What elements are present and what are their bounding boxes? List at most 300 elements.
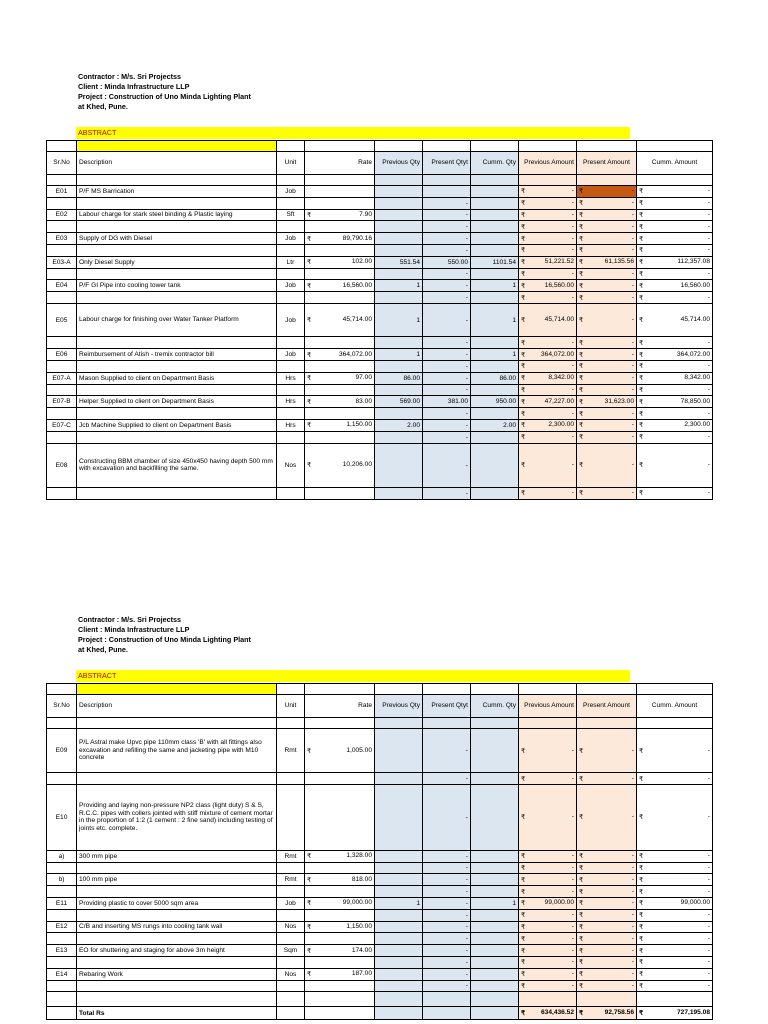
cumm-qty	[471, 419, 519, 431]
present-amount	[577, 349, 637, 361]
previous-amount-value: -	[571, 222, 574, 230]
present-qty-value: -	[465, 211, 468, 219]
unit	[277, 372, 305, 384]
rupee-symbol: ₹	[521, 912, 526, 920]
description	[77, 408, 277, 420]
description	[77, 396, 277, 408]
description	[77, 349, 277, 361]
sr-no	[47, 197, 77, 209]
present-qty	[423, 968, 471, 980]
present-qty-value: -	[465, 410, 468, 418]
spacer-cell	[423, 992, 471, 1007]
sr-no	[47, 233, 77, 245]
previous-qty	[375, 408, 423, 420]
previous-amount	[519, 945, 577, 957]
previous-qty	[375, 337, 423, 349]
cumm-qty-value: 1	[512, 351, 516, 359]
present-amount-value: -	[631, 911, 634, 919]
sr-no-value: E06	[55, 351, 68, 359]
previous-amount-value: -	[571, 362, 574, 370]
description	[77, 280, 277, 292]
previous-amount	[519, 886, 577, 898]
present-qty-value: -	[465, 282, 468, 290]
sr-no	[47, 303, 77, 336]
present-qty	[423, 897, 471, 909]
present-qty-value: -	[465, 386, 468, 394]
table-row	[47, 408, 713, 420]
sr-no	[47, 349, 77, 361]
cumm-amount-value: -	[707, 746, 710, 754]
sr-no-value: E03	[55, 235, 68, 243]
previous-qty	[375, 921, 423, 933]
present-qty	[423, 933, 471, 945]
cumm-qty	[471, 396, 519, 408]
previous-qty	[375, 209, 423, 221]
present-amount	[577, 431, 637, 443]
spacer-cell	[519, 992, 577, 1007]
present-amount-value: -	[631, 374, 634, 382]
present-amount	[577, 909, 637, 921]
unit-value: Hrs	[285, 421, 296, 429]
present-amount-value: -	[631, 461, 634, 469]
present-qty	[423, 221, 471, 233]
previous-qty-value: 1	[416, 899, 420, 907]
unit	[277, 773, 305, 785]
present-amount-value: -	[631, 210, 634, 218]
column-header: Description	[77, 152, 277, 175]
unit	[277, 268, 305, 280]
total-cell	[305, 1007, 375, 1020]
rate	[305, 921, 375, 933]
rupee-symbol: ₹	[579, 434, 584, 442]
description	[77, 337, 277, 349]
previous-qty-value: 551.54	[399, 258, 420, 266]
table-row	[47, 933, 713, 945]
description	[77, 784, 277, 850]
column-header: Unit	[277, 152, 305, 175]
rupee-symbol: ₹	[579, 982, 584, 990]
present-amount-value: -	[631, 934, 634, 942]
rupee-symbol: ₹	[639, 434, 644, 442]
unit	[277, 384, 305, 396]
present-qty-value: -	[465, 223, 468, 231]
previous-amount	[519, 980, 577, 992]
cumm-qty	[471, 268, 519, 280]
rupee-symbol: ₹	[639, 410, 644, 418]
description	[77, 209, 277, 221]
cumm-qty	[471, 256, 519, 268]
cumm-amount	[637, 268, 713, 280]
cumm-qty-value: 86.00	[499, 374, 516, 382]
description	[77, 945, 277, 957]
description-value: 100 mm pipe	[79, 876, 118, 884]
spacer-cell	[519, 718, 577, 729]
present-qty	[423, 292, 471, 304]
rupee-symbol: ₹	[639, 923, 644, 931]
previous-amount-value: 45,714.00	[544, 316, 574, 324]
cumm-amount-value: -	[707, 187, 710, 195]
spacer-cell	[305, 992, 375, 1007]
cumm-amount	[637, 396, 713, 408]
description	[77, 303, 277, 336]
rate-value: 10,206.00	[342, 461, 372, 469]
cumm-qty	[471, 408, 519, 420]
unit	[277, 956, 305, 968]
rate	[305, 233, 375, 245]
description	[77, 443, 277, 487]
present-qty	[423, 874, 471, 886]
rate-value: 99,000.00	[342, 899, 372, 907]
rate-value: 83.00	[355, 397, 372, 405]
sr-no-value: b)	[58, 876, 65, 884]
cumm-qty	[471, 784, 519, 850]
present-qty	[423, 419, 471, 431]
cumm-amount-value: 99,000.00	[680, 899, 710, 907]
description	[77, 850, 277, 862]
blank-cell	[471, 684, 519, 695]
present-amount	[577, 337, 637, 349]
rupee-symbol: ₹	[521, 200, 526, 208]
table-row	[47, 292, 713, 304]
spacer-cell	[637, 175, 713, 186]
rate	[305, 729, 375, 773]
unit	[277, 921, 305, 933]
previous-amount-value: -	[571, 246, 574, 254]
cumm-amount-value: 112,357.08	[677, 258, 710, 266]
rupee-symbol: ₹	[307, 211, 312, 219]
present-amount	[577, 850, 637, 862]
unit	[277, 784, 305, 850]
present-amount	[577, 419, 637, 431]
table-row	[47, 360, 713, 372]
previous-amount	[519, 396, 577, 408]
description-value: P/F MS Barrication	[79, 187, 135, 195]
rate	[305, 897, 375, 909]
cumm-amount-value: -	[707, 958, 710, 966]
sr-no	[47, 372, 77, 384]
present-qty	[423, 850, 471, 862]
cumm-amount-value: -	[707, 813, 710, 821]
previous-amount	[519, 956, 577, 968]
unit	[277, 897, 305, 909]
present-amount	[577, 784, 637, 850]
rate	[305, 909, 375, 921]
cumm-amount	[637, 443, 713, 487]
column-header: Rate	[305, 695, 375, 718]
cumm-amount	[637, 186, 713, 198]
rupee-symbol: ₹	[521, 982, 526, 990]
cumm-amount	[637, 862, 713, 874]
rate	[305, 197, 375, 209]
previous-qty	[375, 292, 423, 304]
cumm-amount-value: -	[707, 934, 710, 942]
column-header: Present Qtyt	[423, 152, 471, 175]
spacer-cell	[519, 175, 577, 186]
blank-cell	[305, 684, 375, 695]
present-qty-value: -	[465, 923, 468, 931]
rupee-symbol: ₹	[521, 434, 526, 442]
cumm-amount	[637, 280, 713, 292]
header-block	[78, 72, 251, 112]
column-header: Rate	[305, 152, 375, 175]
cumm-amount	[637, 487, 713, 499]
cumm-amount-value: 16,560.00	[680, 281, 710, 289]
description	[77, 384, 277, 396]
unit-value: Rmt	[284, 876, 297, 884]
previous-amount	[519, 186, 577, 198]
project-line: Project : Construction of Uno Minda Lighting Plant	[78, 92, 251, 101]
present-amount-value: -	[631, 958, 634, 966]
previous-amount	[519, 256, 577, 268]
previous-qty	[375, 280, 423, 292]
description	[77, 886, 277, 898]
sr-no-value: E08	[55, 461, 68, 469]
cumm-amount-value: -	[707, 887, 710, 895]
present-qty-value: -	[465, 294, 468, 302]
previous-amount-value: -	[571, 922, 574, 930]
column-header: Description	[77, 695, 277, 718]
rupee-symbol: ₹	[579, 375, 584, 383]
unit-value: Ltr	[286, 258, 295, 266]
previous-amount	[519, 897, 577, 909]
present-amount	[577, 897, 637, 909]
description-value: Only Diesel Supply	[79, 258, 135, 266]
cumm-amount	[637, 729, 713, 773]
cumm-qty	[471, 303, 519, 336]
unit-value: Job	[285, 316, 296, 324]
rate	[305, 874, 375, 886]
rate-value: 45,714.00	[342, 316, 372, 324]
previous-qty-value: 86.00	[403, 374, 420, 382]
cumm-amount-value: -	[707, 922, 710, 930]
present-qty	[423, 233, 471, 245]
rupee-symbol: ₹	[639, 339, 644, 347]
description-value: Helper Supplied to client on Department Basis	[79, 398, 214, 406]
description	[77, 233, 277, 245]
column-header: Previous Amount	[519, 152, 577, 175]
present-qty	[423, 487, 471, 499]
unit	[277, 186, 305, 198]
rate-value: 174.00	[351, 946, 372, 954]
present-qty-value: -	[465, 864, 468, 872]
column-header: Cumm. Amount	[637, 695, 713, 718]
rupee-symbol: ₹	[639, 959, 644, 967]
cumm-amount	[637, 221, 713, 233]
present-qty	[423, 443, 471, 487]
present-qty	[423, 921, 471, 933]
blank-cell	[47, 141, 77, 152]
previous-qty	[375, 784, 423, 850]
cumm-amount-value: -	[707, 774, 710, 782]
present-amount-value: -	[631, 852, 634, 860]
previous-qty	[375, 909, 423, 921]
unit	[277, 256, 305, 268]
cumm-amount	[637, 408, 713, 420]
table-row	[47, 980, 713, 992]
cumm-amount	[637, 209, 713, 221]
spacer-cell	[47, 175, 77, 186]
rupee-symbol: ₹	[307, 235, 312, 243]
previous-amount	[519, 349, 577, 361]
rate	[305, 419, 375, 431]
total-cell	[519, 1007, 577, 1020]
present-amount-value: -	[631, 234, 634, 242]
sr-no-value: E01	[55, 187, 68, 195]
rate	[305, 443, 375, 487]
previous-qty	[375, 268, 423, 280]
previous-amount	[519, 968, 577, 980]
present-amount-value: -	[631, 813, 634, 821]
present-amount-value: -	[631, 385, 634, 393]
total-cell	[375, 1007, 423, 1020]
table-row	[47, 337, 713, 349]
previous-qty	[375, 244, 423, 256]
present-qty	[423, 784, 471, 850]
cumm-qty	[471, 360, 519, 372]
present-amount-value: -	[631, 922, 634, 930]
rupee-symbol: ₹	[307, 422, 312, 430]
rupee-symbol: ₹	[579, 1010, 584, 1018]
rupee-symbol: ₹	[521, 235, 526, 243]
blank-cell	[423, 684, 471, 695]
blank-cell	[77, 684, 277, 695]
unit-value: Hrs	[285, 374, 296, 382]
rupee-symbol: ₹	[579, 462, 584, 470]
table-row	[47, 244, 713, 256]
previous-amount-value: 99,000.00	[544, 899, 574, 907]
present-qty-value: -	[465, 421, 468, 429]
table-row	[47, 384, 713, 396]
previous-amount-value: -	[571, 911, 574, 919]
rupee-symbol: ₹	[579, 235, 584, 243]
spacer-cell	[637, 718, 713, 729]
rate	[305, 280, 375, 292]
description-value: C/B and inserting MS rungs into cooling tank wall	[79, 923, 223, 931]
present-qty	[423, 384, 471, 396]
table-row	[47, 209, 713, 221]
rupee-symbol: ₹	[639, 876, 644, 884]
table-row	[47, 886, 713, 898]
abstract-table-1	[46, 140, 713, 500]
table-row	[47, 945, 713, 957]
blank-cell	[577, 141, 637, 152]
description-value: Supply of DG with Diesel	[79, 235, 152, 243]
description	[77, 909, 277, 921]
present-amount-value: -	[631, 246, 634, 254]
rupee-symbol: ₹	[521, 282, 526, 290]
rupee-symbol: ₹	[579, 876, 584, 884]
rupee-symbol: ₹	[521, 363, 526, 371]
blank-cell	[637, 684, 713, 695]
present-qty-value: -	[465, 461, 468, 469]
cumm-amount	[637, 337, 713, 349]
previous-qty	[375, 233, 423, 245]
cumm-amount-value: -	[707, 269, 710, 277]
rupee-symbol: ₹	[579, 853, 584, 861]
rupee-symbol: ₹	[521, 971, 526, 979]
unit	[277, 337, 305, 349]
description-value: Reimbursement of Atish - tremix contractor bill	[79, 351, 214, 359]
present-qty	[423, 773, 471, 785]
description	[77, 862, 277, 874]
cumm-qty	[471, 384, 519, 396]
description	[77, 956, 277, 968]
rupee-symbol: ₹	[521, 351, 526, 359]
rupee-symbol: ₹	[639, 490, 644, 498]
unit-value: Job	[285, 282, 296, 290]
sr-no-value: E09	[55, 747, 68, 755]
cumm-amount	[637, 945, 713, 957]
previous-qty-value: 2.00	[407, 421, 420, 429]
unit	[277, 968, 305, 980]
present-amount-value: -	[631, 222, 634, 230]
description-value: P/L Astral make Upvc pipe 110mm class 'B' with all fittings also excavation and refilling the same and jacketing pipe with M10 concrete	[79, 739, 262, 762]
rupee-symbol: ₹	[639, 188, 644, 196]
cumm-qty	[471, 349, 519, 361]
present-qty	[423, 408, 471, 420]
unit	[277, 396, 305, 408]
previous-amount	[519, 221, 577, 233]
description-value: Providing plastic to cover 5000 sqm area	[79, 899, 199, 907]
present-qty-value: 550.00	[447, 258, 468, 266]
description-value: Jcb Machine Supplied to client on Department Basis	[79, 421, 232, 429]
cumm-amount	[637, 292, 713, 304]
present-amount-value: -	[631, 421, 634, 429]
cumm-qty	[471, 186, 519, 198]
present-amount	[577, 980, 637, 992]
previous-amount-value: -	[571, 210, 574, 218]
rupee-symbol: ₹	[579, 351, 584, 359]
present-qty-value: -	[465, 747, 468, 755]
sr-no-value: E07-C	[52, 421, 71, 429]
rupee-symbol: ₹	[639, 462, 644, 470]
table-row	[47, 773, 713, 785]
previous-qty	[375, 186, 423, 198]
abstract-table-2	[46, 683, 713, 1020]
description	[77, 773, 277, 785]
previous-amount	[519, 784, 577, 850]
previous-amount	[519, 933, 577, 945]
sr-no	[47, 280, 77, 292]
previous-qty	[375, 360, 423, 372]
present-qty-value: -	[465, 888, 468, 896]
table-row	[47, 396, 713, 408]
description	[77, 244, 277, 256]
rupee-symbol: ₹	[521, 247, 526, 255]
rupee-symbol: ₹	[579, 864, 584, 872]
unit-value: Rmt	[284, 852, 297, 860]
previous-amount-value: -	[571, 234, 574, 242]
column-header: Sr.No	[47, 152, 77, 175]
previous-amount	[519, 487, 577, 499]
present-qty	[423, 280, 471, 292]
sr-no	[47, 443, 77, 487]
table-row	[47, 280, 713, 292]
present-amount	[577, 186, 637, 198]
present-qty	[423, 197, 471, 209]
rupee-symbol: ₹	[521, 398, 526, 406]
present-amount-value: -	[631, 409, 634, 417]
table-row	[47, 897, 713, 909]
cumm-amount	[637, 980, 713, 992]
total-label	[77, 1007, 277, 1020]
unit-value: Job	[285, 899, 296, 907]
previous-qty-value: 569.00	[399, 398, 420, 406]
rate	[305, 244, 375, 256]
previous-amount	[519, 909, 577, 921]
cumm-amount-value: -	[707, 362, 710, 370]
present-qty-value: -	[465, 235, 468, 243]
